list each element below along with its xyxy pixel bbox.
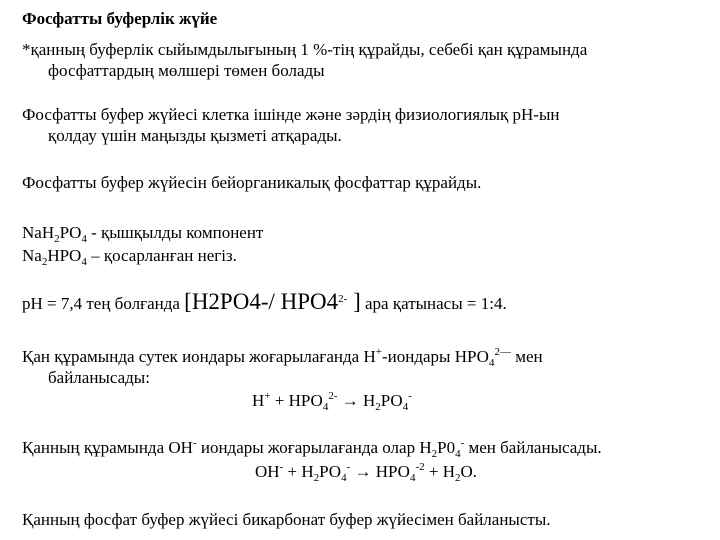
equation-1: $Н^+ + НРО_4^{2-} \to Н_2РО_4^-$ <box>252 390 412 413</box>
paragraph-8: Қанның құрамында ОН- иондары жоғарылағанда олар $Н_2Р0_4^-$ мен байланысады. <box>22 437 602 460</box>
slide-title: Фосфатты буферлік жүйе <box>22 9 218 28</box>
paragraph-7-line-1: Қан құрамында сутек иондары жоғарылағанда Н+-иондары $НРО_4^{2—}$ мен <box>22 346 543 369</box>
paragraph-3: Фосфатты буфер жүйесін бейорганикалық фосфаттар құрайды. <box>22 173 482 192</box>
paragraph-7-line-2: байланысады: <box>48 368 150 387</box>
paragraph-2-line-2: қолдау үшін маңызды қызметі атқарады. <box>48 126 342 145</box>
paragraph-9: Қанның фосфат буфер жүйесі бикарбонат буфер жүйесімен байланысты. <box>22 510 551 529</box>
equation-2: $ОН^- + Н_2РО_4^- \to НРО_4^{-2} + Н_2О$. <box>255 461 478 484</box>
conjugate-base-line: $Na_2HPO_4$ – қосарланған негіз. <box>22 246 237 268</box>
paragraph-2-line-1: Фосфатты буфер жүйесі клетка ішінде және зәрдің физиологиялық рН-ын <box>22 105 560 124</box>
paragraph-1-line-2: фосфаттардың мөлшері төмен болады <box>48 61 325 80</box>
ratio-line: pH = 7,4 тең болғанда [H2PO4-/ $HPO4^{2-}$ ] ара қатынасы = 1:4. <box>22 289 507 314</box>
acid-component-line: $NaH_2PO_4$ - қышқылды компонент <box>22 223 264 245</box>
paragraph-1-line-1: *қанның буферлік сыйымдылығының 1 %-тің құрайды, себебі қан құрамында <box>22 40 588 59</box>
